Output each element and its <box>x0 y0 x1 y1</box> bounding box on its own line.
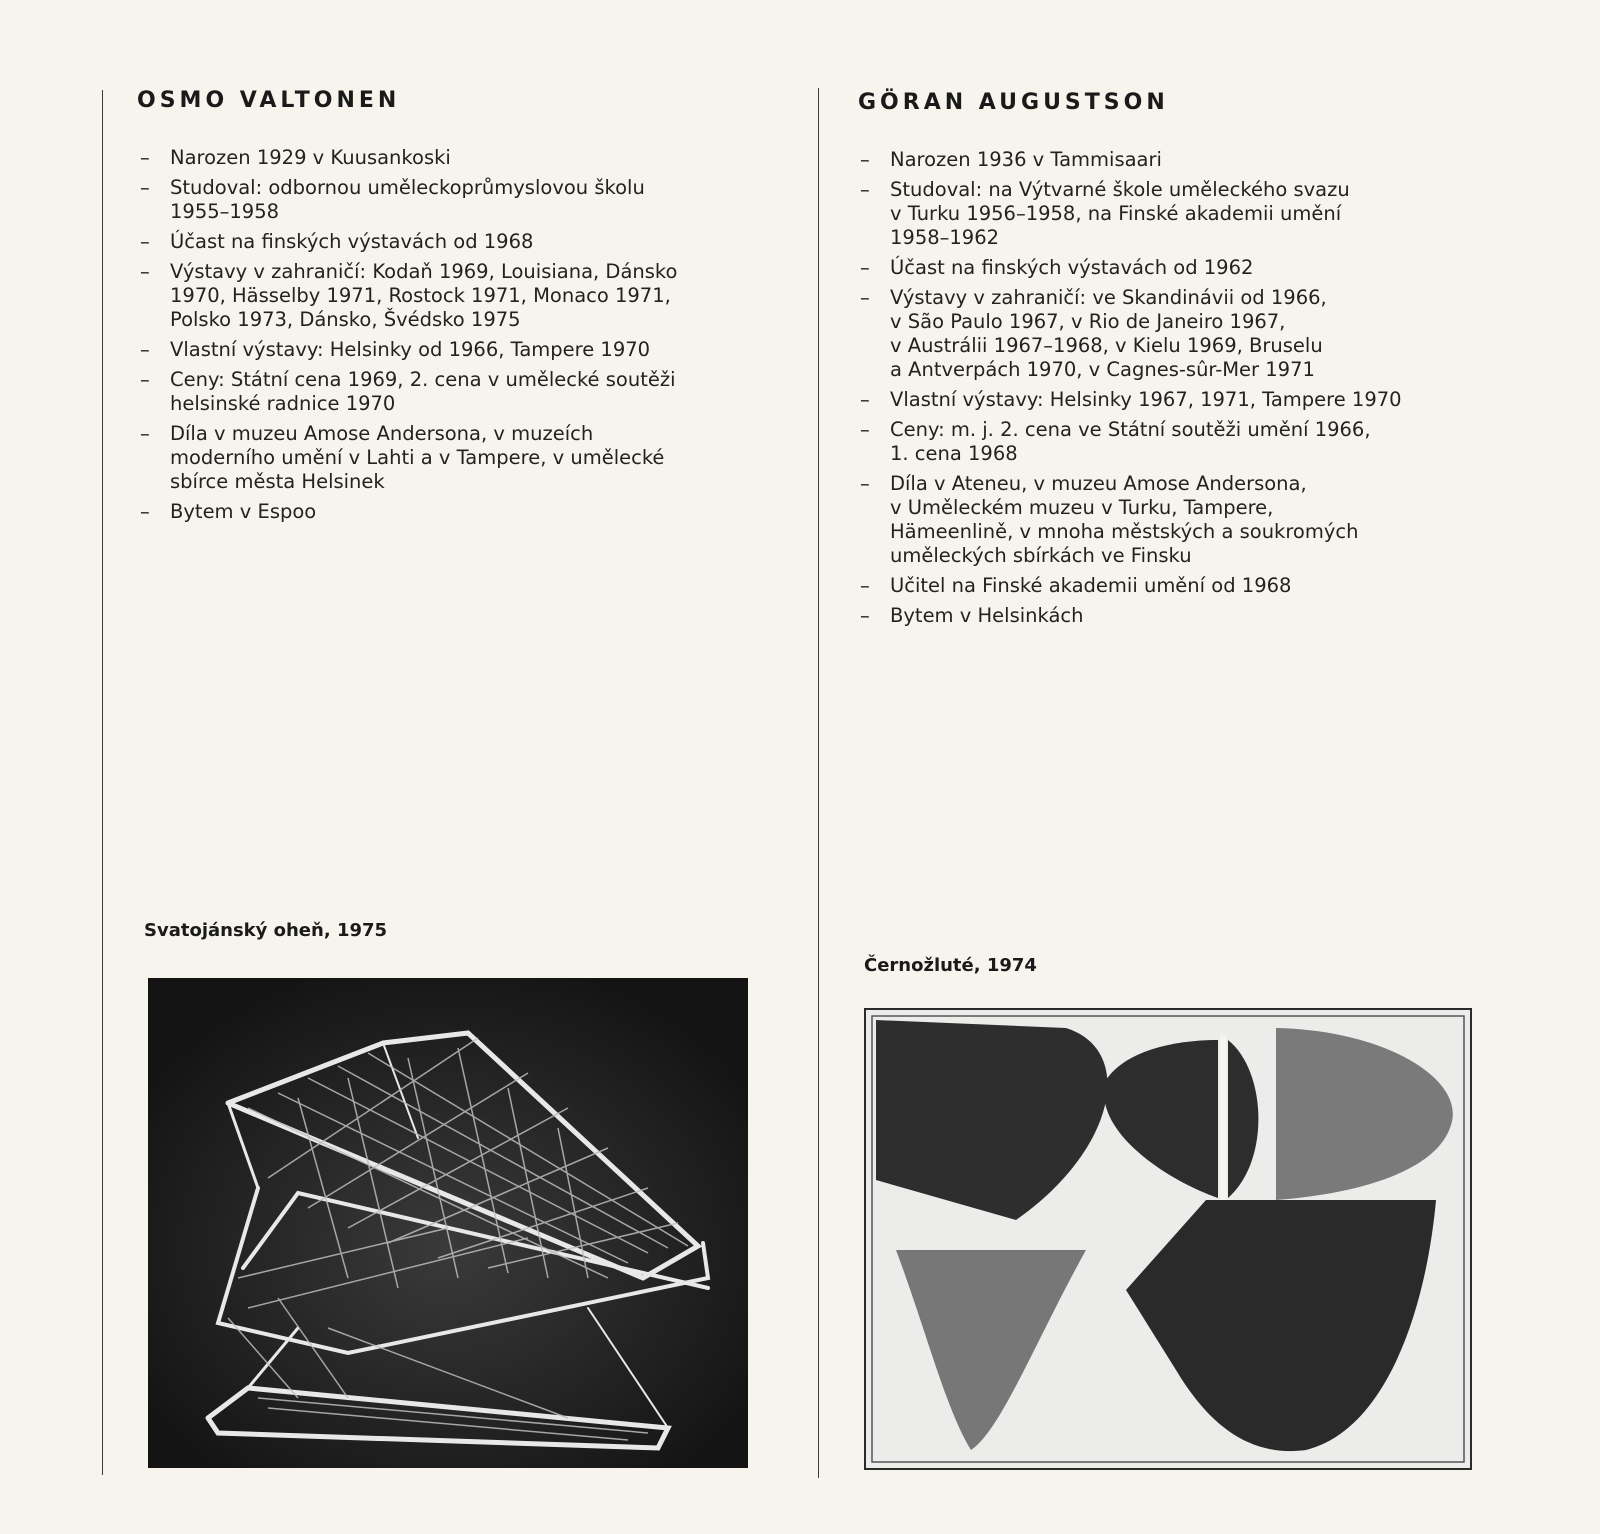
artist-name-right: GÖRAN AUGUSTSON <box>858 90 1169 115</box>
wireframe-sculpture-photo <box>148 978 748 1468</box>
bio-item: – Narozen 1929 v Kuusankoski <box>140 146 780 170</box>
bio-item: – Studoval: odbornou uměleckoprůmyslovou školu 1955–1958 <box>140 176 780 224</box>
bio-list-left <box>140 146 780 530</box>
bio-item: – Studoval: na Výtvarné škole uměleckého svazu v Turku 1956–1958, na Finské akademii umění 1958–1962 <box>860 178 1560 250</box>
bio-item: – Učitel na Finské akademii umění od 1968 <box>860 574 1560 598</box>
artwork-image-right <box>864 1008 1472 1470</box>
bio-item: – Ceny: m. j. 2. cena ve Státní soutěži umění 1966, 1. cena 1968 <box>860 418 1560 466</box>
bio-list-right <box>860 148 1560 634</box>
bio-item: – Účast na finských výstavách od 1968 <box>140 230 780 254</box>
bio-item: – Díla v Ateneu, v muzeu Amose Andersona, v Uměleckém muzeu v Turku, Tampere, Hämeenlině, v mnoha městských a soukromých uměleckých sbírkách ve Finsku <box>860 472 1560 568</box>
artwork-image-left <box>148 978 748 1468</box>
bio-item: – Bytem v Espoo <box>140 500 780 524</box>
left-margin-rule <box>102 90 103 1475</box>
bio-item: – Vlastní výstavy: Helsinky 1967, 1971, Tampere 1970 <box>860 388 1560 412</box>
black-yellow-shapes-painting <box>866 1010 1470 1468</box>
artist-name-left: OSMO VALTONEN <box>137 88 401 113</box>
bio-item: – Narozen 1936 v Tammisaari <box>860 148 1560 172</box>
bio-item: – Díla v muzeu Amose Andersona, v muzeích moderního umění v Lahti a v Tampere, v umělecké sbírce města Helsinek <box>140 422 780 494</box>
bio-item: – Ceny: Státní cena 1969, 2. cena v umělecké soutěži helsinské radnice 1970 <box>140 368 780 416</box>
bio-item: – Bytem v Helsinkách <box>860 604 1560 628</box>
bio-item: – Vlastní výstavy: Helsinky od 1966, Tampere 1970 <box>140 338 780 362</box>
column-divider <box>818 88 819 1478</box>
bio-item: – Výstavy v zahraničí: ve Skandinávii od 1966, v São Paulo 1967, v Rio de Janeiro 1967, v Austrálii 1967–1968, v Kielu 1969, Bruselu a Antverpách 1970, v Cagnes-sûr-Mer 1971 <box>860 286 1560 382</box>
bio-item: – Výstavy v zahraničí: Kodaň 1969, Louisiana, Dánsko 1970, Hässelby 1971, Rostock 1971, Monaco 1971, Polsko 1973, Dánsko, Švédsko 1975 <box>140 260 780 332</box>
bio-item: – Účast na finských výstavách od 1962 <box>860 256 1560 280</box>
artwork-caption-left: Svatojánský oheň, 1975 <box>144 920 388 941</box>
artwork-caption-right: Černožluté, 1974 <box>864 955 1037 976</box>
